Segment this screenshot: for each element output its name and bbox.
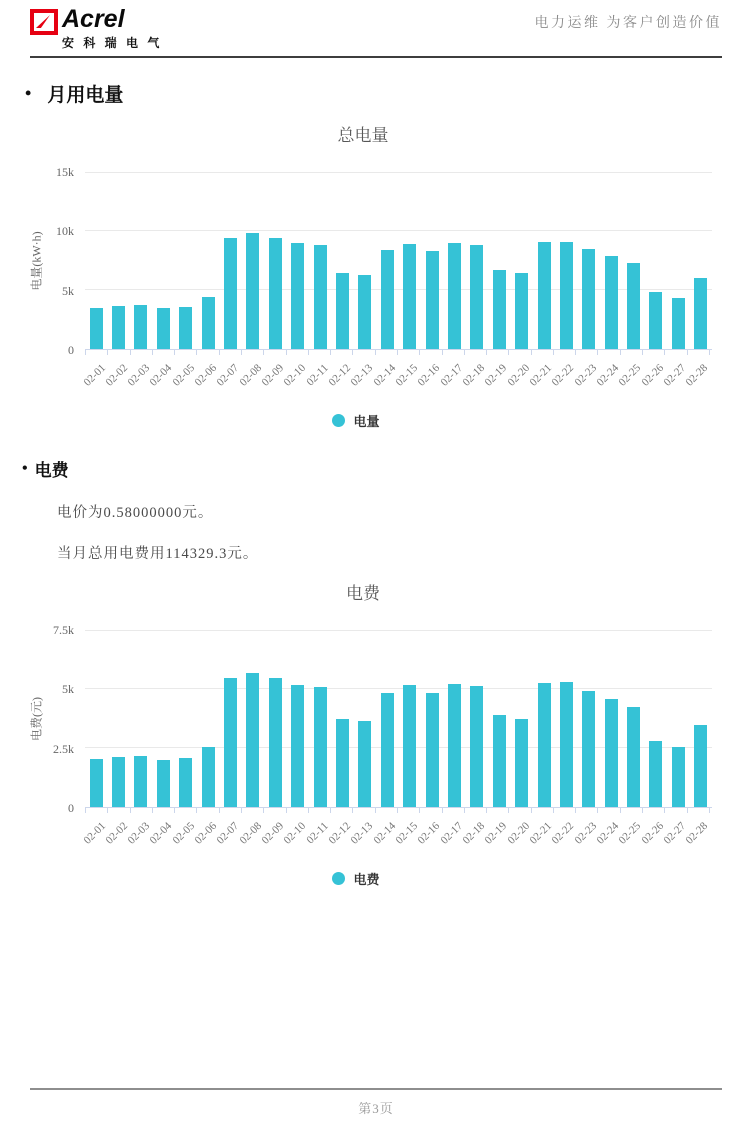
page-footer [30,1088,722,1118]
x-axis-label: 02-27 [661,362,689,389]
chart-total-energy [0,121,712,430]
bar-02-19[interactable] [493,270,506,349]
brand-text [62,7,162,51]
bar-02-01[interactable] [90,308,103,349]
bar-slot [600,172,622,349]
x-axis-label: 02-14 [371,362,398,389]
x-axis-label: 02-04 [148,362,175,389]
x-axis-label: 02-17 [438,820,465,847]
bar-slot [175,630,197,807]
bar-slot [466,172,488,349]
bar-02-12[interactable] [336,273,349,349]
brand-logo [30,7,162,51]
bar-02-16[interactable] [426,693,439,807]
bar-slot [398,630,420,807]
bar-slot [421,630,443,807]
y-tick-label: 5k [62,283,74,298]
x-axis-label: 02-18 [460,820,488,847]
bar-02-21[interactable] [538,242,551,349]
bar-02-13[interactable] [358,721,371,807]
bar-slot [152,630,174,807]
x-axis-label: 02-05 [170,820,197,847]
bar-02-14[interactable] [381,693,394,807]
plot-area [85,630,712,808]
plot-area [85,172,712,350]
bar-slot [690,630,712,807]
x-axis-label: 02-18 [460,362,488,389]
x-axis-label: 02-03 [125,820,153,847]
x-axis-label: 02-08 [237,820,264,847]
bar-slot [331,172,353,349]
x-axis-label: 02-24 [594,820,622,847]
bar-slot [85,172,107,349]
bar-slot [130,630,152,807]
bar-02-13[interactable] [358,275,371,349]
bar-slot [622,630,644,807]
chart-fee [0,579,712,888]
bar-slot [219,630,241,807]
bar-slot [287,630,309,807]
fee-total-text: 当月总用电费用114329.3元。 [57,546,259,562]
x-axis-label: 02-01 [81,362,108,389]
x-axis-label: 02-08 [237,362,264,389]
header-slogan: 电力运维 为客户创造价值 [534,16,722,31]
bar-02-21[interactable] [538,683,551,807]
bar-slot [667,172,689,349]
bullet-icon: • [25,83,32,103]
y-axis-name: 电量(kW·h) [29,231,44,291]
x-axis-label: 02-07 [214,362,242,389]
x-axis-label: 02-09 [259,362,287,389]
bar-02-27[interactable] [672,298,685,349]
x-axis-label: 02-19 [482,362,510,389]
bar-02-10[interactable] [291,685,304,808]
legend-dot-icon [332,414,345,427]
bar-02-06[interactable] [202,297,215,349]
bar-slot [510,630,532,807]
x-axis-label: 02-21 [527,820,555,847]
x-axis-label: 02-23 [572,362,599,389]
y-axis [0,165,85,357]
bar-02-07[interactable] [224,238,237,350]
bar-slot [398,172,420,349]
x-axis-label: 02-09 [259,820,287,847]
bar-series [85,172,712,349]
bar-slot [354,630,376,807]
bar-02-26[interactable] [649,292,662,349]
x-axis-label: 02-28 [683,362,711,389]
bar-slot [622,172,644,349]
y-tick-label: 15k [56,165,74,179]
x-axis-label: 02-13 [348,820,376,847]
bar-02-17[interactable] [448,243,461,349]
x-axis-label: 02-27 [661,820,689,847]
bar-slot [242,630,264,807]
bar-slot [443,172,465,349]
x-axis-label: 02-16 [415,820,443,847]
bar-02-28[interactable] [694,278,707,349]
bar-02-25[interactable] [627,263,640,349]
x-axis-label: 02-20 [505,820,532,847]
bar-slot [197,630,219,807]
bar-slot [197,172,219,349]
x-axis-label: 02-24 [594,362,622,389]
y-tick-label: 0 [68,343,74,357]
x-axis-label: 02-11 [304,820,331,847]
bar-slot [331,630,353,807]
bar-02-25[interactable] [627,707,640,807]
bar-slot [309,172,331,349]
bar-02-15[interactable] [403,244,416,349]
bar-02-11[interactable] [314,687,327,807]
bar-slot [645,630,667,807]
x-axis-label: 02-22 [549,362,577,389]
bar-slot [466,630,488,807]
bar-slot [107,630,129,807]
bar-slot [242,172,264,349]
bar-slot [555,172,577,349]
chart-title: 总电量 [337,126,389,145]
legend[interactable] [0,411,712,430]
x-axis-label: 02-04 [148,820,175,847]
x-axis-label: 02-03 [125,362,153,389]
x-axis-label: 02-01 [81,820,108,847]
brand-name-cn: 安 科 瑞 电 气 [62,36,163,50]
bar-02-08[interactable] [246,233,259,349]
bar-slot [488,630,510,807]
bar-02-05[interactable] [179,758,192,807]
x-axis-label: 02-17 [438,362,465,389]
x-axis-label: 02-05 [170,362,197,389]
bar-slot [510,172,532,349]
bar-slot [376,172,398,349]
x-axis-label: 02-06 [192,820,220,847]
bar-02-14[interactable] [381,250,394,349]
bar-slot [533,172,555,349]
x-axis-label: 02-23 [572,820,599,847]
bar-slot [645,172,667,349]
bar-02-04[interactable] [157,308,170,349]
x-axis-label: 02-13 [348,362,376,389]
bar-02-02[interactable] [112,306,125,349]
x-label-cell [683,813,711,861]
bar-slot [130,172,152,349]
bar-slot [690,172,712,349]
bar-02-07[interactable] [224,678,237,807]
bar-02-19[interactable] [493,715,506,807]
bar-02-05[interactable] [179,307,192,349]
bar-slot [309,630,331,807]
x-axis-label: 02-22 [549,820,577,847]
plot-row [0,165,712,357]
x-axis-label: 02-02 [103,362,130,389]
bar-02-08[interactable] [246,673,259,807]
bar-02-27[interactable] [672,747,685,807]
bar-02-26[interactable] [649,741,662,807]
section-title: 电费 [34,461,69,480]
bar-02-11[interactable] [314,245,327,349]
bar-02-23[interactable] [582,691,595,807]
bar-02-23[interactable] [582,249,595,349]
x-axis-label: 02-19 [482,820,510,847]
bar-slot [533,630,555,807]
x-label-cell [683,355,711,403]
bar-02-15[interactable] [403,685,416,807]
y-tick-label: 10k [56,224,74,239]
x-axis-labels [81,355,711,403]
bar-slot [376,630,398,807]
x-axis-label: 02-14 [371,820,398,847]
bar-slot [264,630,286,807]
legend-label: 电量 [353,414,380,429]
bar-02-24[interactable] [605,699,618,807]
y-tick-label: 2.5k [53,741,74,756]
bar-slot [219,172,241,349]
bar-02-09[interactable] [269,678,282,807]
x-axis-label: 02-12 [326,362,354,389]
bar-slot [152,172,174,349]
bar-slot [421,172,443,349]
bar-02-10[interactable] [291,243,304,349]
x-axis-label: 02-10 [281,362,309,389]
bar-slot [287,172,309,349]
section-heading-fee [22,456,752,481]
x-axis-label: 02-10 [281,820,309,847]
bar-slot [85,630,107,807]
x-axis-label: 02-07 [214,820,242,847]
bar-02-01[interactable] [90,759,103,807]
x-axis-label: 02-06 [192,362,220,389]
x-axis-label: 02-28 [683,820,711,847]
plot-row [0,623,712,815]
bar-02-06[interactable] [202,747,215,807]
x-axis-label: 02-16 [415,362,443,389]
bar-02-09[interactable] [269,238,282,350]
legend-dot-icon [332,872,345,885]
bar-slot [443,630,465,807]
bar-02-22[interactable] [560,242,573,349]
x-axis-label: 02-25 [616,820,644,847]
bar-slot [555,630,577,807]
bar-02-17[interactable] [448,684,461,807]
fee-price-text: 电价为0.58000000元。 [57,505,214,521]
x-axis-labels [81,813,711,861]
y-axis-name: 电费(元) [29,697,44,741]
y-tick-label: 5k [62,682,74,697]
x-axis-label: 02-26 [639,362,666,389]
bar-slot [488,172,510,349]
section-heading-monthly-energy [25,80,752,107]
page-number: 第3页 [358,1101,394,1116]
y-axis [0,623,85,815]
bar-02-12[interactable] [336,719,349,807]
x-axis-label: 02-12 [326,820,354,847]
y-tick-label: 7.5k [53,623,74,637]
bar-02-20[interactable] [515,273,528,349]
bar-slot [354,172,376,349]
legend-label: 电费 [353,872,380,887]
x-axis-label: 02-11 [304,362,331,389]
x-axis-label: 02-02 [103,820,130,847]
legend[interactable] [0,869,712,888]
page-header [30,0,722,58]
bar-02-02[interactable] [112,757,125,807]
bar-02-16[interactable] [426,251,439,349]
bar-slot [600,630,622,807]
bar-02-18[interactable] [470,686,483,807]
section-title: 月用电量 [47,85,124,106]
bar-slot [264,172,286,349]
bar-slot [578,630,600,807]
bar-02-04[interactable] [157,760,170,807]
x-axis-label: 02-21 [527,362,555,389]
chart-title: 电费 [346,584,380,603]
bar-02-18[interactable] [470,245,483,349]
bar-02-28[interactable] [694,725,707,807]
bar-02-22[interactable] [560,682,573,807]
bar-series [85,630,712,807]
bar-02-03[interactable] [134,305,147,349]
bullet-icon: • [22,459,28,477]
bar-02-03[interactable] [134,756,147,807]
bar-slot [107,172,129,349]
bar-slot [578,172,600,349]
x-axis-label: 02-20 [505,362,532,389]
x-axis-label: 02-26 [639,820,666,847]
acrel-logo-icon [30,9,58,35]
x-axis-label: 02-15 [393,362,421,389]
x-axis-label: 02-15 [393,820,421,847]
bar-slot [175,172,197,349]
bar-slot [667,630,689,807]
x-axis-label: 02-25 [616,362,644,389]
brand-name-en: Acrel [62,5,125,33]
bar-02-20[interactable] [515,719,528,807]
bar-02-24[interactable] [605,256,618,349]
y-tick-label: 0 [68,801,74,815]
